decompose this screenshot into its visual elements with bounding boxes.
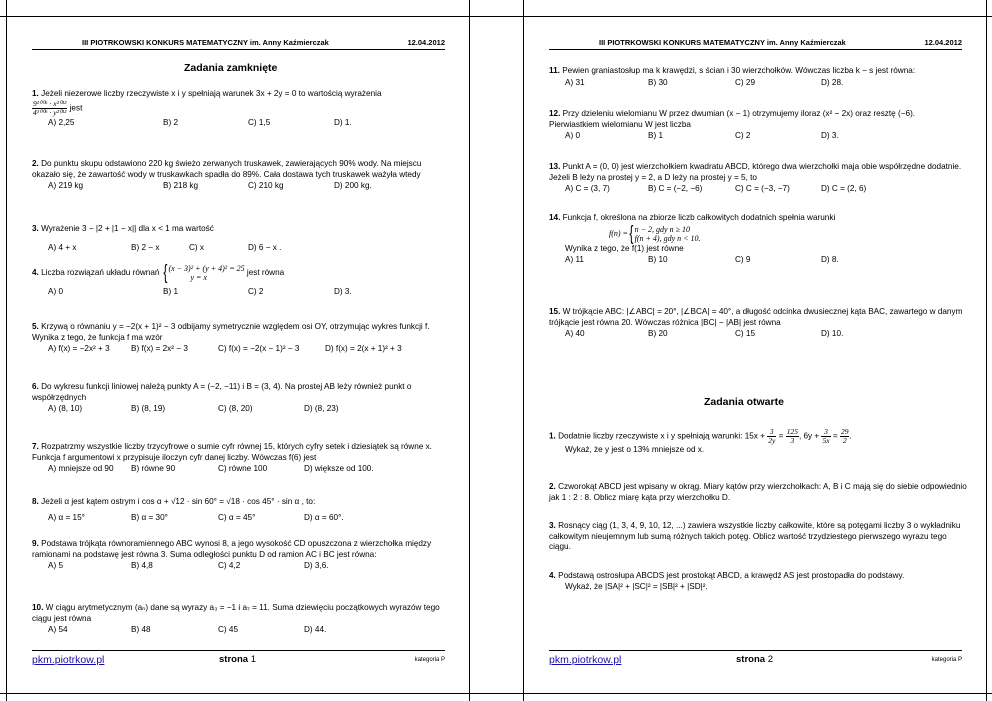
- q1-options: A) 2,25 B) 2 C) 1,5 D) 1.: [48, 117, 352, 127]
- header-title: III PIOTRKOWSKI KONKURS MATEMATYCZNY im. Anny Kaźmierczak: [82, 38, 329, 47]
- footer-page-number: strona 2: [736, 654, 773, 665]
- footer-page-number: strona 1: [219, 654, 256, 665]
- q1-fraction: $\frac{\text{9¹⁰⁰⁶ · x²⁰¹²}}{\text{4¹⁰⁰⁶ · y²⁰¹²}}$: [33, 98, 67, 117]
- question-12: 12. Przy dzieleniu wielomianu W przez dwumian (x − 1) otrzymujemy iloraz (x² − 2x) oraz resztę (−6). Pierwiastkiem wielomianu W jest liczba A) 0 B) 1 C) 2 D) 3.: [549, 109, 967, 142]
- question-15: 15. W trójkącie ABC: |∠ABC| = 20°, |∠BCA| = 40°, a długość odcinka dwusiecznej kąta BAC, zawartego w danym trójkącie jest równa 20. Wówczas różnica |BC| − |AB| jest równa A) 40 B) 20 C) 15 D) 10.: [549, 307, 967, 340]
- q2-options: A) 219 kg B) 218 kg C) 210 kg D) 200 kg.: [48, 181, 372, 191]
- question-14: 14. Funkcja f, określona na zbiorze liczb całkowitych dodatnich spełnia warunki f(n) ={n − 2, gdy n ≥ 10 f(n + 4), gdy n < 10. Wynika z tego, że f(1) jest równe A) 11 B) 10 C) 9 D) 8.: [549, 213, 967, 266]
- question-8: 8. Jeżeli α jest kątem ostrym i cos α + √12 · sin 60° = √18 · cos 45° · sin α , to: A) α = 15° B) α = 30° C) α = 45° D) α = 60°.: [32, 497, 450, 524]
- question-2: 2. Do punktu skupu odstawiono 220 kg świeżo zerwanych truskawek, zawierających 90% wody. Na miejscu okazało się, że zawartość wody w truskawkach spadła do 89%. Cała dostawa tych truskawek ważyła wtedy A) 219 kg B) 218 kg C) 210 kg D) 200 kg.: [32, 159, 450, 192]
- q11-options: A) 31 B) 30 C) 29 D) 28.: [565, 77, 844, 87]
- footer-site-link[interactable]: pkm.piotrkow.pl: [32, 654, 105, 666]
- question-6: 6. Do wykresu funkcji liniowej należą punkty A = (−2, −11) i B = (3, 4). Na prostej AB leży również punkt o współrzędnych A) (8, 10) B) (8, 19) C) (8, 20) D) (8, 23): [32, 382, 450, 415]
- q10-options: A) 54 B) 48 C) 45 D) 44.: [48, 625, 327, 635]
- question-9: 9. Podstawa trójkąta równoramiennego ABC wynosi 8, a jego wysokość CD opuszczona z wierzchołka między ramionami na podstawę jest równa 3. Suma odległości punktu D od ramion AC i BC jest równa: A) 5 B) 4,8 C) 4,2 D) 3,6.: [32, 539, 450, 572]
- page-border-right: [986, 0, 987, 701]
- page-border-bottom: [0, 693, 992, 694]
- footer-rule: [549, 650, 962, 651]
- section-title-open: Zadania otwarte: [704, 396, 784, 408]
- header-date: 12.04.2012: [407, 38, 445, 47]
- footer-category: kategoria P: [414, 657, 445, 663]
- q6-options: A) (8, 10) B) (8, 19) C) (8, 20) D) (8, 23): [48, 404, 339, 414]
- question-7: 7. Rozpatrzmy wszystkie liczby trzycyfrowe o sumie cyfr równej 15, których cyfry setek i dziesiątek są równe x. Funkcja f argumentowi x przypisuje iloczyn cyfr danej liczby. Wówczas f(6) jest A) mniejsze od 90 B) równe 90 C) równe 100 D) większe od 100.: [32, 442, 450, 475]
- footer-category: kategoria P: [931, 657, 962, 663]
- footer-site-link[interactable]: pkm.piotrkow.pl: [549, 654, 622, 666]
- page-divider-left: [469, 0, 470, 701]
- q7-options: A) mniejsze od 90 B) równe 90 C) równe 100 D) większe od 100.: [48, 464, 374, 474]
- q8-options: A) α = 15° B) α = 30° C) α = 45° D) α = 60°.: [48, 512, 344, 522]
- page-footer: [32, 654, 445, 666]
- section-title-closed: Zadania zamknięte: [184, 62, 278, 74]
- question-11: 11. Pewien graniastosłup ma k krawędzi, s ścian i 30 wierzchołków. Wówczas liczba k − s jest równa: A) 31 B) 30 C) 29 D) 28.: [549, 66, 967, 89]
- page-footer: [549, 654, 962, 666]
- question-1: 1. Jeżeli niezerowe liczby rzeczywiste x i y spełniają warunek 3x + 2y = 0 to wartością wyrażenia $\frac{\text{9¹⁰⁰⁶ · x²⁰¹²}}{\text{4¹⁰⁰⁶ · y²⁰¹²}}$ jest A) 2,25 B) 2 C) 1,5 D) 1.: [32, 89, 450, 129]
- header-date: 12.04.2012: [924, 38, 962, 47]
- open-question-3: 3. Rosnący ciąg (1, 3, 4, 9, 10, 12, ...) zawiera wszystkie liczby całkowite, które są potęgami liczby 3 o wykładniku całkowitym nieujemnym lub sumą różnych takich potęg. Oblicz wartość trzydziestego pierwszego wyrazu tego ciągu.: [549, 521, 961, 552]
- question-3: 3. Wyrażenie 3 − |2 + |1 − x|| dla x < 1 ma wartość A) 4 + x B) 2 − x C) x D) 6 − x .: [32, 224, 450, 254]
- q12-options: A) 0 B) 1 C) 2 D) 3.: [565, 131, 839, 141]
- question-4: 4. Liczba rozwiązań układu równań {(x − 3)² + (y + 4)² = 25 y = x jest równa A) 0 B) 1 C) 2 D) 3.: [32, 263, 450, 298]
- q9-options: A) 5 B) 4,8 C) 4,2 D) 3,6.: [48, 561, 329, 571]
- q14-options: A) 11 B) 10 C) 9 D) 8.: [565, 255, 839, 265]
- header-title: III PIOTRKOWSKI KONKURS MATEMATYCZNY im. Anny Kaźmierczak: [599, 38, 846, 47]
- q13-options: A) C = (3, 7) B) C = (−2, −6) C) C = (−3, −7) D) C = (2, 6): [565, 184, 867, 194]
- question-10: 10. W ciągu arytmetycznym (aₙ) dane są wyrazy a₃ = −1 i a₇ = 11. Suma dziewięciu początkowych wyrazów tego ciągu jest równa A) 54 B) 48 C) 45 D) 44.: [32, 603, 450, 636]
- question-13: 13. Punkt A = (0, 0) jest wierzchołkiem kwadratu ABCD, którego dwa wierzchołki maja obie współrzędne dodatnie. Jeżeli B leży na prostej y = 2, a D leży na prostej y = 5, to A) C = (3, 7) B) C = (−2, −6) C) C = (−3, −7) D) C = (2, 6): [549, 162, 967, 195]
- q14-function-lhs: f(n) =: [609, 229, 628, 239]
- q4-equation-system: (x − 3)² + (y + 4)² = 25 y = x: [168, 264, 245, 282]
- q4-options: A) 0 B) 1 C) 2 D) 3.: [48, 287, 352, 296]
- header-rule: [549, 49, 962, 50]
- q5-options: A) f(x) = −2x² + 3 B) f(x) = 2x² − 3 C) f(x) = −2(x − 1)² − 3 D) f(x) = 2(x + 1)² + 3: [48, 344, 402, 354]
- footer-rule: [32, 650, 445, 651]
- open-question-2: 2. Czworokąt ABCD jest wpisany w okrąg. Miary kątów przy wierzchołkach: A, B i C mają się do siebie odpowiednio jak 1 : 2 : 8. Oblicz miarę kąta przy wierzchołku D.: [549, 482, 967, 502]
- question-5: 5. Krzywą o równaniu y = −2(x + 1)² − 3 odbijamy symetrycznie względem osi OY, otrzymując wykres funkcji f. Wynika z tego, że funkcja f ma wzór A) f(x) = −2x² + 3 B) f(x) = 2x² − 3 C) f(x) = −2(x − 1)² − 3 D) f(x) = 2(x + 1)² + 3: [32, 322, 450, 355]
- q15-options: A) 40 B) 20 C) 15 D) 10.: [565, 329, 844, 339]
- open-question-1: 1. Dodatnie liczby rzeczywiste x i y spełniają warunki: 15x + $\frac{3}{2y}$ = $\frac{125}{3}$ , 6y + $\frac{3}{5x}$ = $\frac{29}{2}$ . Wykaż, że y jest o 13% mniejsze od x.: [549, 427, 852, 454]
- q3-options: A) 4 + x B) 2 − x C) x D) 6 − x .: [48, 242, 282, 252]
- header-rule: [32, 49, 445, 50]
- page-header: [549, 38, 962, 47]
- open-question-4: 4. Podstawą ostrosłupa ABCDS jest prostokąt ABCD, a krawędź AS jest prostopadła do podstawy. Wykaż, że |SA|² + |SC|² = |SB|² + |SD|².: [549, 571, 905, 591]
- page-1: [6, 16, 469, 693]
- page-2: [523, 16, 986, 693]
- q14-piecewise: n − 2, gdy n ≥ 10 f(n + 4), gdy n < 10.: [634, 224, 701, 243]
- page-header: [32, 38, 445, 47]
